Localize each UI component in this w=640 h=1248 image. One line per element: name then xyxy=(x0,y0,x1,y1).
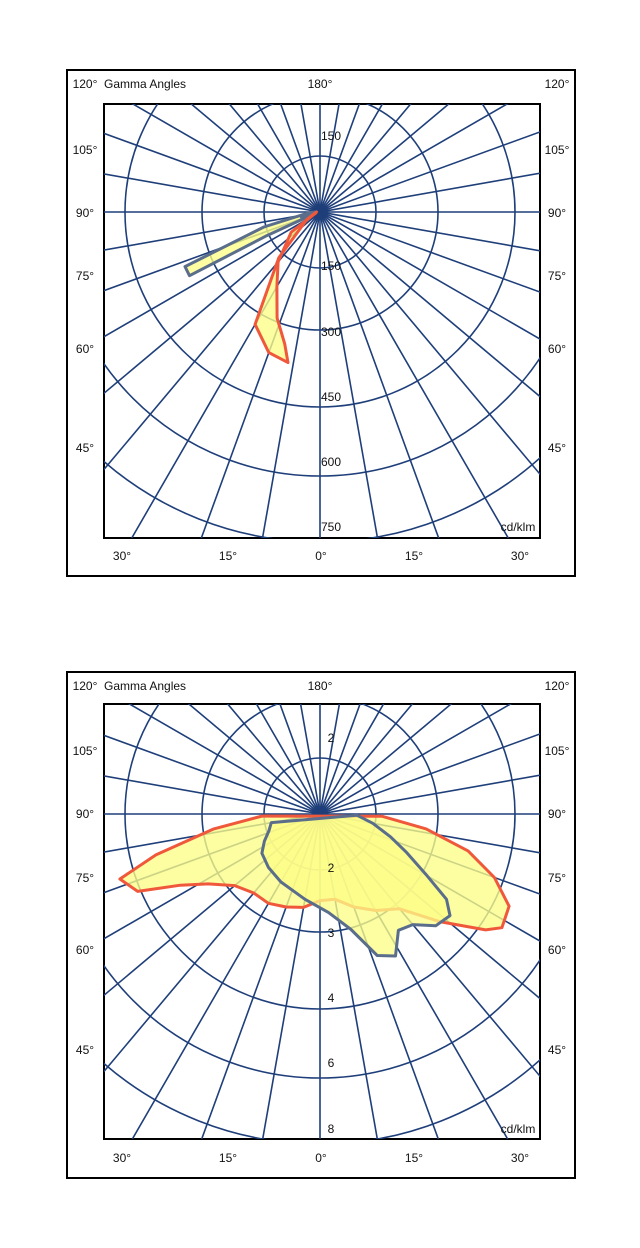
angle-label-right: 105° xyxy=(544,143,570,157)
gamma-top-left-label: 120° xyxy=(72,77,98,91)
angle-label-bottom: 15° xyxy=(404,549,424,563)
angle-label-right: 75° xyxy=(547,871,567,885)
radial-scale-label: 300 xyxy=(320,325,342,339)
radial-scale-label: 4 xyxy=(327,991,335,1005)
gamma-top-label: 180° xyxy=(307,77,333,91)
angle-label-left: 90° xyxy=(75,206,95,220)
outer-frame xyxy=(67,70,575,576)
angle-label-right: 60° xyxy=(547,943,567,957)
angle-label-bottom: 15° xyxy=(218,549,238,563)
radial-scale-label: 450 xyxy=(320,390,342,404)
radial-scale-label: 6 xyxy=(327,1056,335,1070)
angle-label-bottom: 30° xyxy=(112,549,132,563)
chart-title: Gamma Angles xyxy=(104,77,187,91)
radial-scale-label: 150 xyxy=(320,259,342,273)
unit-label: cd/klm xyxy=(500,1122,536,1136)
angle-label-right: 105° xyxy=(544,744,570,758)
radial-scale-label: 3 xyxy=(327,926,335,940)
angle-label-bottom: 0° xyxy=(315,549,327,563)
gamma-top-label: 180° xyxy=(307,679,333,693)
angle-label-bottom: 15° xyxy=(218,1151,238,1165)
angle-label-right: 45° xyxy=(547,1043,567,1057)
chart-title: Gamma Angles xyxy=(104,679,187,693)
angle-label-left: 90° xyxy=(75,807,95,821)
angle-label-right: 75° xyxy=(547,269,567,283)
radial-scale-label: 600 xyxy=(320,455,342,469)
gamma-top-right-label: 120° xyxy=(544,679,570,693)
series-1-curve xyxy=(185,212,316,276)
angle-label-bottom: 0° xyxy=(315,1151,327,1165)
angle-label-left: 45° xyxy=(75,1043,95,1057)
angle-label-right: 90° xyxy=(547,807,567,821)
angle-label-left: 105° xyxy=(72,143,98,157)
angle-label-right: 45° xyxy=(547,441,567,455)
angle-label-right: 90° xyxy=(547,206,567,220)
gamma-top-left-label: 120° xyxy=(72,679,98,693)
unit-label: cd/klm xyxy=(500,520,536,534)
angle-label-left: 105° xyxy=(72,744,98,758)
radial-scale-label: 2 xyxy=(327,731,335,745)
radial-scale-label: 8 xyxy=(327,1122,335,1136)
radial-scale-label: 2 xyxy=(327,861,335,875)
radial-scale-label: 150 xyxy=(320,129,342,143)
angle-label-right: 60° xyxy=(547,342,567,356)
angle-label-bottom: 30° xyxy=(510,549,530,563)
angle-label-left: 60° xyxy=(75,342,95,356)
angle-label-left: 60° xyxy=(75,943,95,957)
radial-scale-label: 750 xyxy=(320,520,342,534)
gamma-top-right-label: 120° xyxy=(544,77,570,91)
angle-label-bottom: 30° xyxy=(112,1151,132,1165)
angle-label-bottom: 15° xyxy=(404,1151,424,1165)
angle-label-left: 45° xyxy=(75,441,95,455)
angle-label-bottom: 30° xyxy=(510,1151,530,1165)
angle-label-left: 75° xyxy=(75,269,95,283)
angle-label-left: 75° xyxy=(75,871,95,885)
